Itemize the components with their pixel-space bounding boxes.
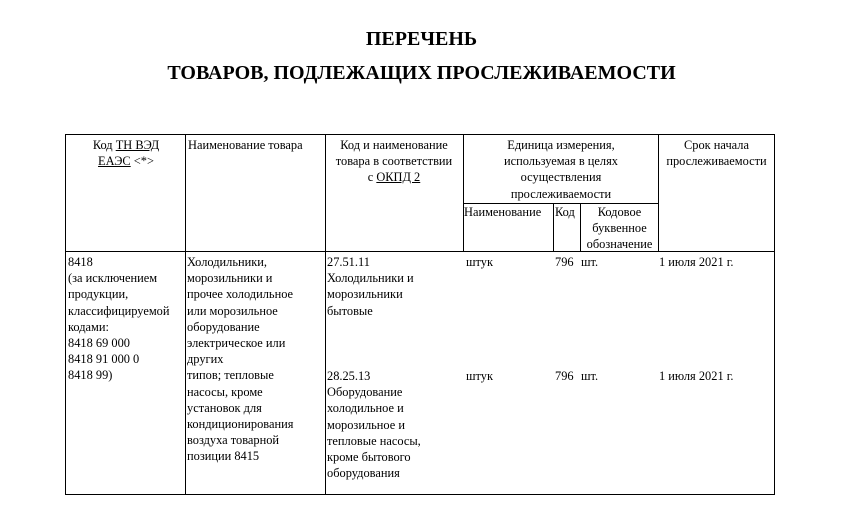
goods-table bbox=[65, 134, 775, 495]
header-tnved-prefix: Код bbox=[92, 138, 116, 152]
eaes-link[interactable]: ЕАЭС bbox=[98, 154, 131, 169]
header-name: Наименование товара bbox=[188, 138, 303, 152]
tnved-link[interactable]: ТН ВЭД bbox=[115, 138, 160, 152]
col-divider-2 bbox=[325, 135, 326, 494]
item-unit-name: штук bbox=[466, 369, 494, 383]
header-okpd-line1: Код и наименование bbox=[340, 138, 448, 152]
col-divider-4 bbox=[553, 203, 554, 252]
header-unit-group: Единица измерения, используемая в целях осуществления прослеживаемости bbox=[503, 138, 618, 201]
item-unit-code: 796 bbox=[555, 255, 574, 269]
item-unit-letter: шт. bbox=[581, 369, 599, 383]
row-tnved-code: 8418 (за исключением продукции, классифицируемой кодами: 8418 69 000 8418 91 000 0 8418 99) bbox=[68, 255, 170, 383]
header-okpd bbox=[325, 137, 463, 186]
col-divider-1 bbox=[185, 135, 186, 494]
header-okpd-line2: товара в соответствии bbox=[335, 154, 453, 169]
item-unit-name: штук bbox=[466, 255, 494, 269]
item-unit-code: 796 bbox=[555, 369, 574, 383]
header-unit-code: Код bbox=[555, 205, 575, 219]
item-okpd: 27.51.11 Холодильники и морозильники бытовые bbox=[327, 255, 414, 318]
header-tnved-suffix: <*> bbox=[130, 154, 154, 169]
row-divider-header bbox=[66, 251, 774, 252]
title-line-2: ТОВАРОВ, ПОДЛЕЖАЩИХ ПРОСЛЕЖИВАЕМОСТИ bbox=[167, 62, 676, 84]
item-start-date: 1 июля 2021 г. bbox=[659, 369, 734, 383]
header-unit-name: Наименование bbox=[464, 205, 542, 219]
header-tnved bbox=[67, 137, 185, 169]
item-unit-letter: шт. bbox=[581, 255, 599, 269]
row-product-name: Холодильники, морозильники и прочее холодильное или морозильное оборудование электрическое или других типов; тепловые насосы, кроме установок для кондиционирования воздуха товарной позиции 8415 bbox=[187, 255, 294, 464]
item-okpd: 28.25.13 Оборудование холодильное и морозильное и тепловые насосы, кроме бытового оборудования bbox=[327, 369, 421, 481]
header-unit-letter: Кодовое буквенное обозначение bbox=[586, 205, 653, 252]
title-line-1: ПЕРЕЧЕНЬ bbox=[365, 28, 478, 50]
item-start-date: 1 июля 2021 г. bbox=[659, 255, 734, 269]
okpd2-link[interactable]: ОКПД 2 bbox=[376, 170, 421, 185]
header-okpd-prefix: с bbox=[367, 170, 377, 185]
header-start: Срок начала прослеживаемости bbox=[666, 138, 767, 169]
